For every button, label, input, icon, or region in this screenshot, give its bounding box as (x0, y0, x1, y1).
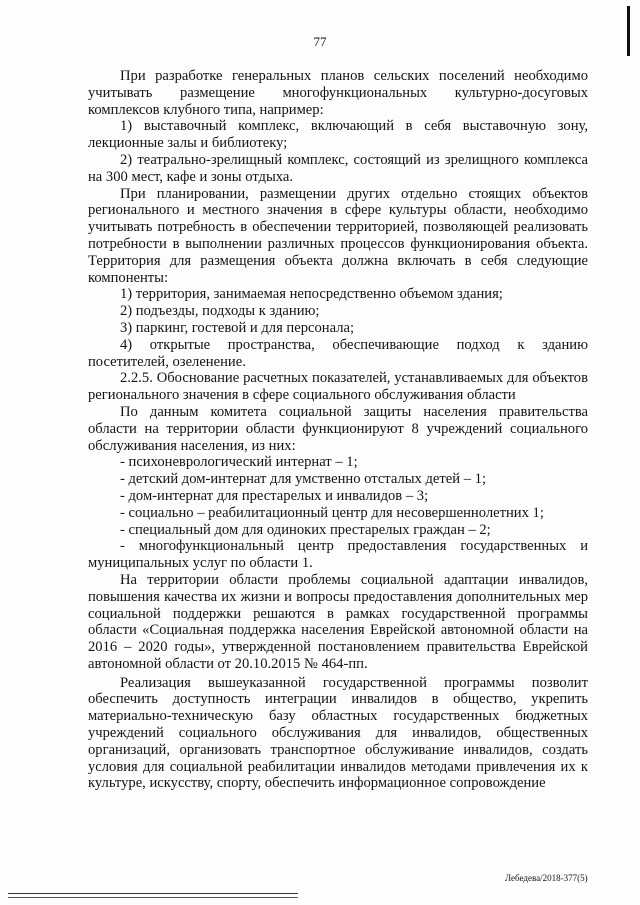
footer-reference: Лебедева/2018-377(5) (505, 873, 588, 883)
paragraph-planning: При планировании, размещении других отдельно стоящих объектов регионального и местного значения в сфере культуры области, необходимо учитывать потребность в обеспечении территорией, позволяющей реализовать потребности в выполнении различных процессов функционирования объекта. Территория для размещения объекта должна включать в себя следующие компоненты: (88, 185, 588, 286)
list-item-territory: 1) территория, занимаемая непосредственно объемом здания; (120, 286, 503, 303)
section-heading: 2.2.5. Обоснование расчетных показателей, устанавливаемых для объектов регионального значения в сфере социального обслуживания области (88, 370, 588, 404)
list-item-institution: - детский дом-интернат для умственно отсталых детей – 1; (120, 471, 487, 488)
paragraph-intro: При разработке генеральных планов сельских поселений необходимо учитывать размещение многофункциональных культурно-досуговых комплексов клубного типа, например: (88, 68, 588, 118)
list-item-access: 2) подъезды, подходы к зданию; (120, 303, 320, 320)
paragraph-program-implementation: Реализация вышеуказанной государственной программы позволит обеспечить доступность интеграции инвалидов в общество, укрепить материально-техническую базу областных государственных бюджетных учреждений социального обслуживания для инвалидов, общественных организаций, организовать транспортное обслуживание инвалидов, создать условия для социальной реабилитации инвалидов методами привлечения их к культуре, искусству, спорту, обеспечить информационное сопровождение (88, 674, 588, 792)
paragraph-committee-data: По данным комитета социальной защиты населения правительства области на территории области функционируют 8 учреждений социального обслуживания населения, из них: (88, 403, 588, 454)
scan-artifact-line (8, 897, 298, 898)
document-body (88, 68, 588, 792)
list-item-institution: - дом-интернат для престарелых и инвалидов – 3; (120, 487, 429, 504)
list-item-institution: - многофункциональный центр предоставления государственных и муниципальных услуг по области 1. (88, 538, 588, 572)
scan-artifact-line (8, 893, 298, 894)
list-item-institution: - социально – реабилитационный центр для несовершеннолетних 1; (120, 504, 544, 521)
list-item-parking: 3) паркинг, гостевой и для персонала; (120, 319, 355, 336)
list-item-institution: - психоневрологический интернат – 1; (120, 454, 358, 471)
list-item-exhibition-complex: 1) выставочный комплекс, включающий в себя выставочную зону, лекционные залы и библиотеку; (88, 118, 588, 152)
list-item-theatre-complex: 2) театрально-зрелищный комплекс, состоящий из зрелищного комплекса на 300 мест, кафе и зоны отдыха. (88, 151, 588, 185)
paragraph-social-adaptation: На территории области проблемы социальной адаптации инвалидов, повышения качества их жизни и вопросы предоставления дополнительных мер социальной поддержки решаются в рамках государственной программы области «Социальная поддержка населения Еврейской автономной области на 2016 – 2020 годы», утвержденной постановлением правительства Еврейской автономной области от 20.10.2015 № 464-пп. (88, 571, 588, 672)
list-item-open-spaces: 4) открытые пространства, обеспечивающие подход к зданию посетителей, озеленение. (88, 336, 588, 370)
page-number: 77 (313, 34, 327, 49)
list-item-institution: - специальный дом для одиноких престарелых граждан – 2; (120, 521, 491, 538)
